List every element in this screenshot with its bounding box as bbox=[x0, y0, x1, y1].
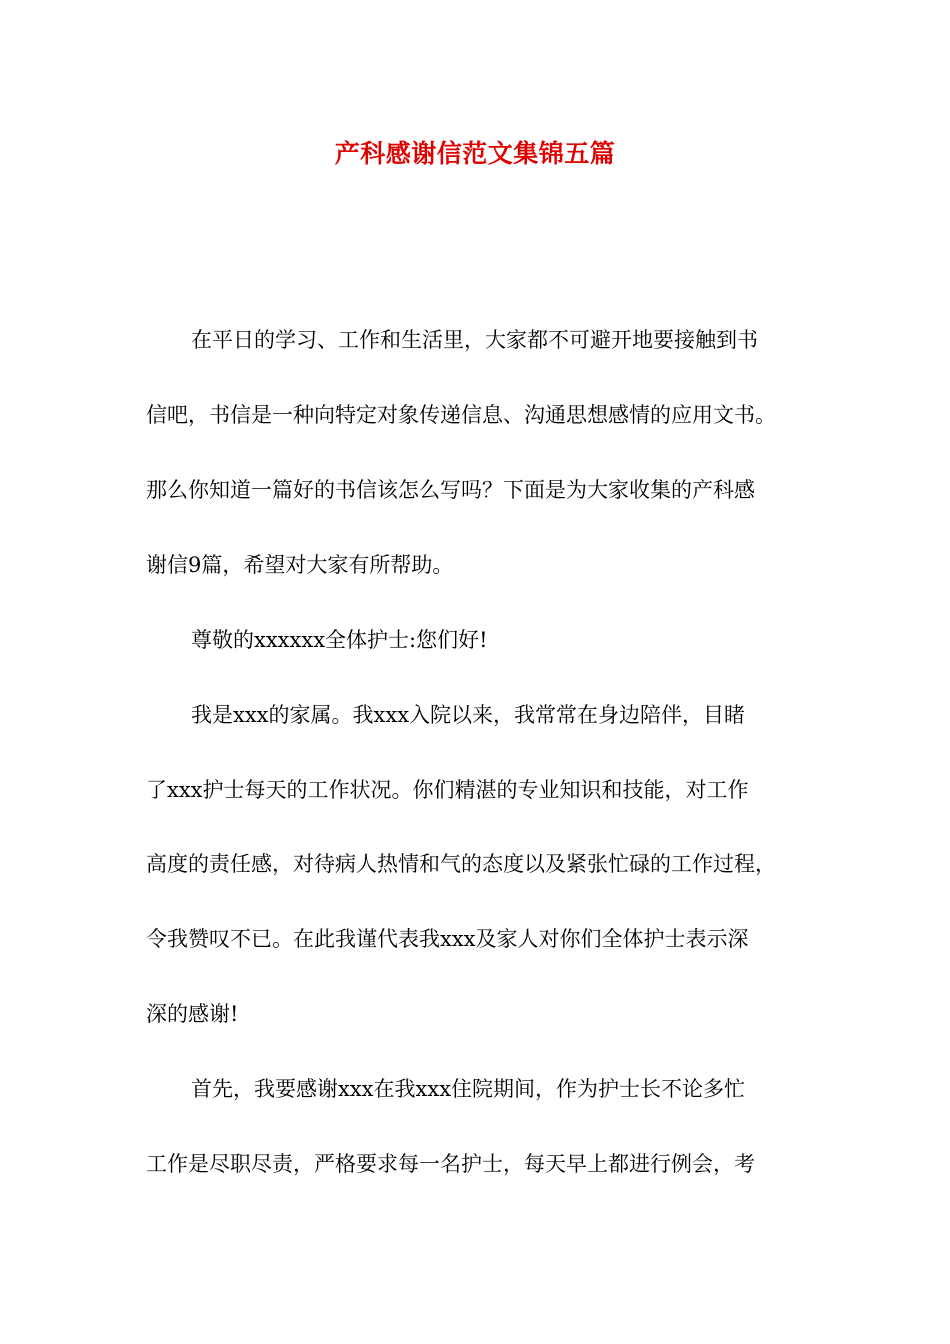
paragraph-line: 工作是尽职尽责，严格要求每一名护士，每天早上都进行例会，考 bbox=[146, 1152, 755, 1176]
salutation-line: 尊敬的xxxxxx全体护士:您们好! bbox=[191, 628, 488, 652]
paragraph-line: 谢信9篇，希望对大家有所帮助。 bbox=[146, 553, 454, 577]
paragraph-line: 高度的责任感，对待病人热情和气的态度以及紧张忙碌的工作过程， bbox=[146, 852, 776, 876]
paragraph-line: 了xxx护士每天的工作状况。你们精湛的专业知识和技能，对工作 bbox=[146, 778, 749, 802]
document-title: 产科感谢信范文集锦五篇 bbox=[334, 139, 616, 168]
paragraph-line: 首先，我要感谢xxx在我xxx住院期间，作为护士长不论多忙 bbox=[191, 1077, 746, 1101]
paragraph-line: 在平日的学习、工作和生活里，大家都不可避开地要接触到书 bbox=[191, 328, 758, 352]
paragraph-line: 那么你知道一篇好的书信该怎么写吗？下面是为大家收集的产科感 bbox=[146, 478, 755, 502]
paragraph-line: 深的感谢! bbox=[146, 1002, 239, 1026]
paragraph-line: 信吧，书信是一种向特定对象传递信息、沟通思想感情的应用文书。 bbox=[146, 403, 776, 427]
paragraph-line: 令我赞叹不已。在此我谨代表我xxx及家人对你们全体护士表示深 bbox=[146, 927, 749, 951]
paragraph-line: 我是xxx的家属。我xxx入院以来，我常常在身边陪伴，目睹 bbox=[191, 703, 746, 727]
